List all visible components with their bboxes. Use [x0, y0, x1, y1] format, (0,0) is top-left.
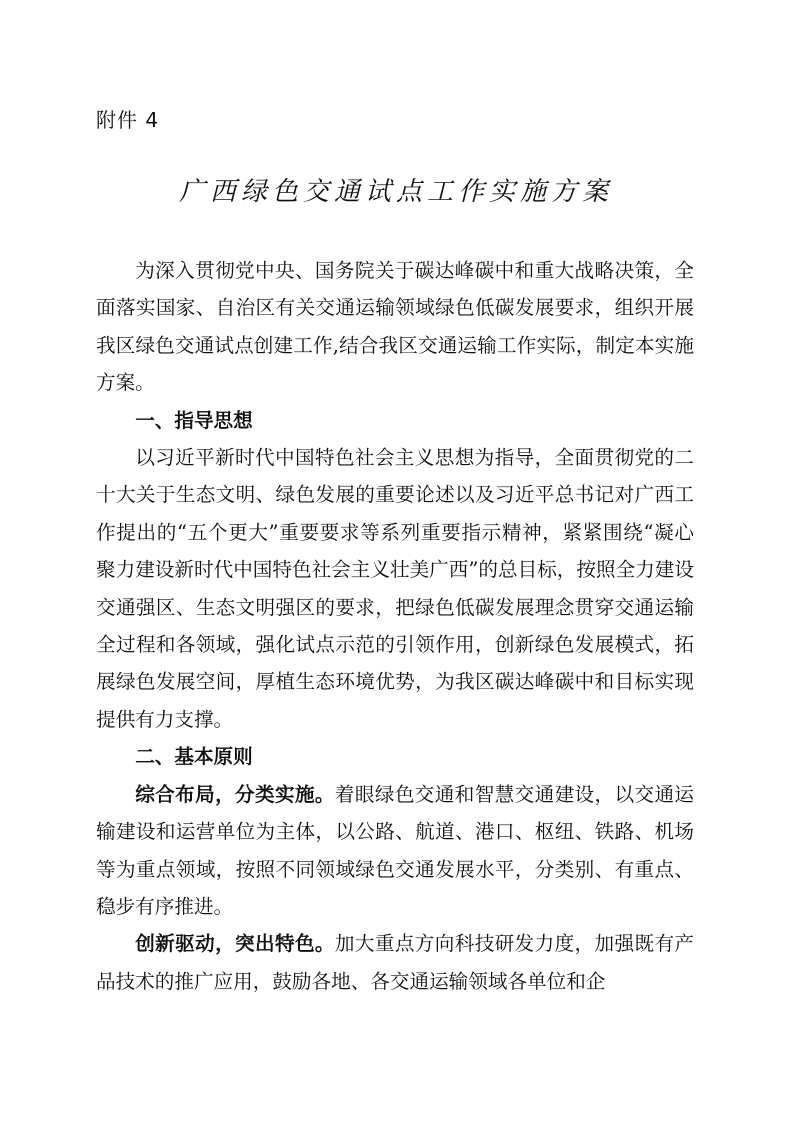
- guiding-ideology-paragraph: 以习近平新时代中国特色社会主义思想为指导，全面贯彻党的二十大关于生态文明、绿色发展的重要论述以及习近平总书记对广西工作提出的“五个更大”重要要求等系列重要指示精神，紧紧围绕“凝心聚力建设新时代中国特色社会主义壮美广西”的总目标，按照全力建设交通强区、生态文明强区的要求，把绿色低碳发展理念贯穿交通运输全过程和各领域，强化试点示范的引领作用，创新绿色发展模式，拓展绿色发展空间，厚植生态环境优势，为我区碳达峰碳中和目标实现提供有力支撑。: [96, 446, 694, 731]
- intro-paragraph: 为深入贯彻党中央、国务院关于碳达峰碳中和重大战略决策，全面落实国家、自治区有关交通运输领域绿色低碳发展要求，组织开展我区绿色交通试点创建工作,结合我区交通运输工作实际，制定本实施方案。: [96, 259, 694, 395]
- principle-paragraph-comprehensive-layout: [96, 776, 694, 926]
- principle-lead: 创新驱动，突出特色。: [135, 932, 335, 956]
- section-heading-guiding-ideology: 一、指导思想: [135, 408, 253, 432]
- document-body: [96, 252, 694, 1000]
- document-title: 广西绿色交通试点工作实施方案: [178, 177, 613, 207]
- principle-text: 着眼绿色交通和智慧交通建设，以交通运输建设和运营单位为主体，以公路、航道、港口、枢纽、铁路、机场等为重点领域，按照不同领域绿色交通发展水平，分类别、有重点、稳步有序推进。: [96, 782, 695, 918]
- principle-paragraph-innovation-driven: [96, 925, 694, 1000]
- principle-lead: 综合布局，分类实施。: [135, 782, 335, 806]
- attachment-label: 附件 4: [96, 108, 160, 132]
- section-heading-basic-principles: 二、基本原则: [135, 745, 253, 769]
- principle-text: 加大重点方向科技研发力度，加强既有产品技术的推广应用，鼓励各地、各交通运输领域各单位和企: [96, 932, 695, 993]
